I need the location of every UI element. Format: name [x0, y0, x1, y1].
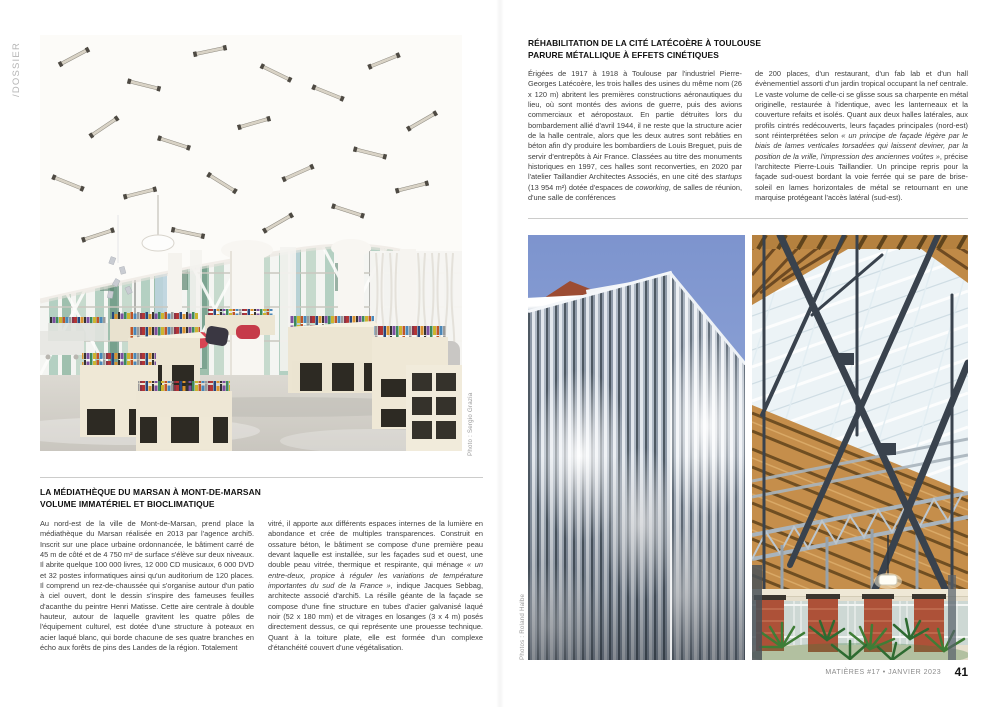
mediatheque-interior-photo [40, 35, 462, 451]
page-footer [700, 663, 968, 681]
left-article-title [40, 487, 261, 510]
right-title-line1: RÉHABILITATION DE LA CITÉ LATÉCOÈRE À TOULOUSE [528, 38, 762, 48]
photo-credit-roland-halbe: Photos : Roland Halbe [519, 593, 526, 660]
facade-lames-photo [528, 235, 745, 660]
mediatheque-photo-illustration [40, 35, 462, 451]
truss-photo-illustration [752, 235, 968, 660]
footer-issue-label: MATIÈRES #17 • JANVIER 2023 [825, 669, 942, 676]
facade-corner-highlight [670, 272, 672, 660]
left-article-column-1: Au nord-est de la ville de Mont-de-Marsan, prend place la médiathèque du Marsan réalisée en 2013 par l'agence archi5. Inscrit sur une place urbaine ordonnancée, le bâtiment carré de 45 m de côté et de 4 750 m² de surface s'élève sur deux niveaux. Il abrite quelque 100 000 livres, 12 000 CD musicaux, 6 000 DVD et 32 postes informatiques ainsi qu'un auditorium de 120 places. Il comprend un rez-de-chaussée qui s'organise autour d'un patio à ciel ouvert, dont le dessin s'inspire des fameuses feuilles d'acanthe du peintre Henri Matisse. Cette aire centrale à double hauteur, autour de laquelle gravitent les quatre pôles de l'équipement culturel, est dotée d'une structure à poteaux en acier laqué blanc, qui borde chacune de ses quatre branches en écho aux forêts de pins des Landes de la région. Totalement [40, 519, 254, 653]
right-article-title [528, 38, 761, 61]
right-article-column-1: Érigées de 1917 à 1918 à Toulouse par l'industriel Pierre-Georges Latécoère, les trois halles des usines du même nom (26 x 120 m) abritent les premières constructions aéronautiques du lieu, où sont montés des avions de guerre, puis des avions commerciaux et aéropostaux. En partie détruites lors du bombardement allié d'avril 1944, il ne reste que la structure acier de la halle centrale, alors que les deux autres sont rebâties en béton afin d'y produire les bombardiers de Louis Breguet, puis de servir d'entrepôts à Air France. Classées au titre des monuments historiques en 1997, ces halles sont reconverties, en 2020 par l'atelier Taillandier Architectes Associés, en une cité des startups (13 954 m²) dotée d'espaces de coworking, de salles de réunion, d'une salle de conférences [528, 69, 742, 203]
footer-page-number: 41 [954, 665, 968, 679]
right-title-line2: PARURE MÉTALLIQUE À EFFETS CINÉTIQUES [528, 49, 719, 60]
right-article-column-2: de 200 places, d'un restaurant, d'un fab lab et d'un hall évènementiel assorti d'un jardin tropical occupant la nef centrale. Le vaste volume de celle-ci se glisse sous sa charpente en métal originelle, restaurée à l'identique, avec les lanterneaux et la couverture refaits et isolés. Quant aux deux halles latérales, aux profils cintrés redécouverts, leurs façades principales (nord-est) sont réinterprétées selon « un principe de façade légère par le biais de lames verticales torsadées qui laissent deviner, par la position de la vrille, l'impression des anciennes voûtes », précise l'architecte Pierre-Louis Taillandier. Un principe repris pour la façade sud-ouest bordant la voie ferrée qui se pare de brise-soleil en lames horizontales de métal se retournant en une marquise protégeant l'accès latéral (sud-est). [755, 69, 968, 203]
right-article-divider [528, 218, 968, 219]
left-title-line1: LA MÉDIATHÈQUE DU MARSAN À MONT-DE-MARSAN [40, 487, 261, 497]
spread-center-fold [496, 0, 504, 707]
steel-truss-hall-photo [752, 235, 968, 660]
photo-credit-sergio-grazia: Photo : Sergio Grazia [467, 392, 474, 456]
left-article-divider [40, 477, 483, 478]
left-title-line2: VOLUME IMMATÉRIEL ET BIOCLIMATIQUE [40, 498, 215, 509]
left-article-column-2: vitré, il apporte aux différents espaces internes de la lumière en abondance et crée de multiples transparences. Construit en ossature béton, le bâtiment se compose d'une première peau devant laquelle est installée, sur les façades sud et ouest, une double peau vitrée, thermique et respirante, qui ménage « un entre-deux, propice à réguler les variations de température importantes du sud de la France », indique Jacques Sebbag, architecte associé d'archi5. La résille géante de la façade se compose d'une fine structure en tubes d'acier galvanisé laqué noir (52 x 180 mm) et de vitrages en losanges (3 x 4 m) posés directement dessus, ce qui représente une prouesse technique. Quant à la toiture plate, elle est formée d'un complexe d'étanchéité couvert d'une végétalisation. [268, 519, 483, 653]
dossier-section-label: /DOSSIER [11, 42, 22, 97]
